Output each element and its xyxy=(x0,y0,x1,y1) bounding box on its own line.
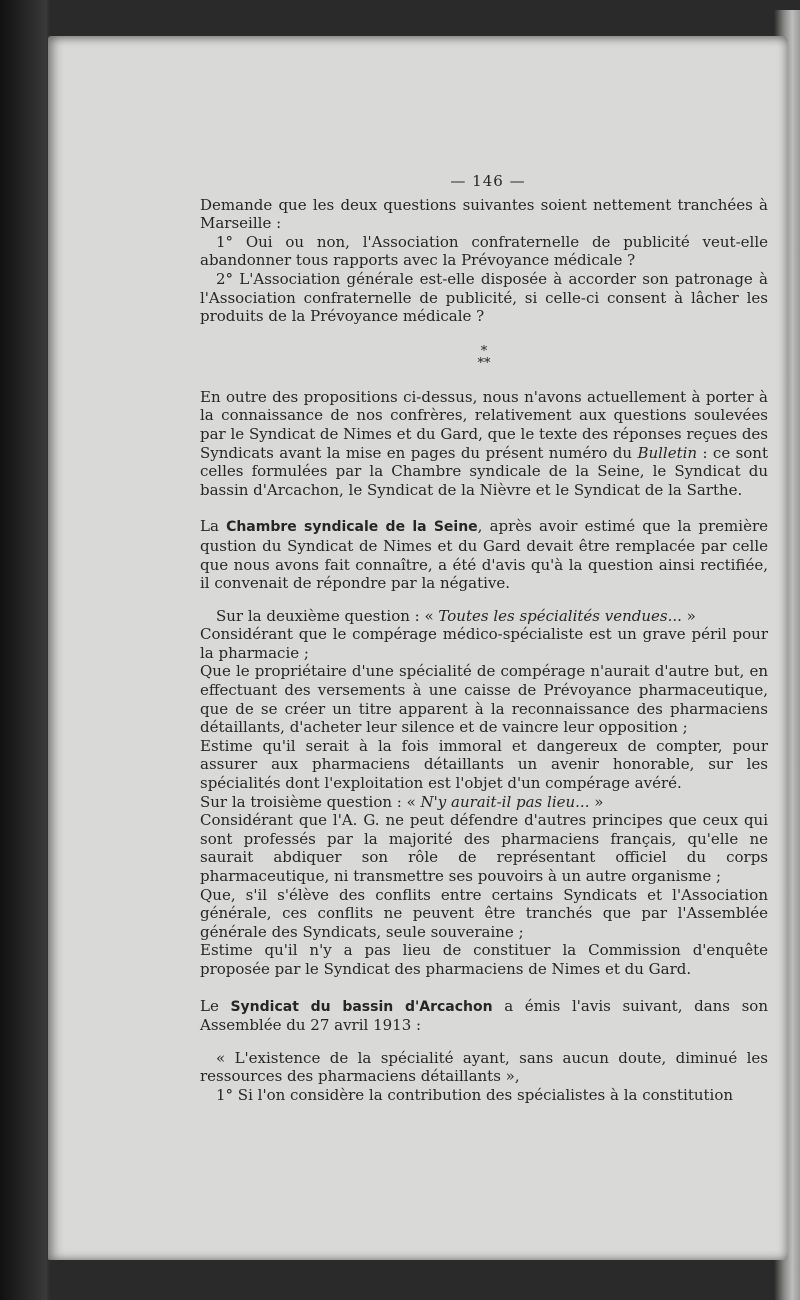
text-run: Sur la deuxième question : « xyxy=(216,606,439,625)
paragraph: Considérant que le compérage médico-spécialiste est un grave péril pour la pharmacie ; xyxy=(200,625,768,662)
page-number: — 146 — xyxy=(450,172,526,190)
paragraph xyxy=(200,793,768,812)
page-text xyxy=(200,172,768,1105)
text-run: , après avoir estimé que la première qustion du Syndicat de Nimes et du Gard devait être remplacée par celle que nous avons fait connaître, a été d'avis qu'à la question ainsi rectifiée, il convenait de répondre par la négative. xyxy=(200,517,769,593)
paragraph: 1° Si l'on considère la contribution des spécialistes à la constitution xyxy=(216,1085,734,1104)
paragraph: 2° L'Association générale est-elle disposée à accorder son patronage à l'Association confraternelle de publicité, si celle-ci consent à lâcher les produits de la Prévoyance médicale ? xyxy=(200,269,768,326)
text-run: » xyxy=(589,792,604,811)
separator-star-top: * xyxy=(480,343,488,359)
italic-run: Toutes les spécialités vendues... xyxy=(438,606,682,625)
bold-run: Chambre syndicale de la Seine xyxy=(226,519,478,536)
paragraph xyxy=(200,997,768,1035)
text-run: » xyxy=(681,606,696,625)
text-run: En outre des propositions ci-dessus, nous n'avons actuellement à porter à la connaissance de nos confrères, relativement aux questions soulevées par le Syndicat de Nimes et du Gard, que le texte des réponses reçues des Syndicats avant la mise en pages du présent numéro du xyxy=(200,387,768,462)
paragraph: Estime qu'il serait à la fois immoral et dangereux de compter, pour assurer aux pharmaciens détaillants un avenir honorable, sur les spécialités dont l'exploitation est l'objet d'un compérage avéré. xyxy=(200,736,768,793)
italic-run: Bulletin xyxy=(637,443,698,462)
text-run: La xyxy=(200,517,227,536)
paragraph xyxy=(200,607,768,626)
section-separator xyxy=(200,343,768,371)
paragraph xyxy=(200,517,768,592)
paragraph: Que le propriétaire d'une spécialité de compérage n'aurait d'autre but, en effectuant des versements à une caisse de Prévoyance pharmaceutique, que de se créer un titre apparent à la reconnaissance des pharmaciens détaillants, d'acheter leur silence et de vaincre leur opposition ; xyxy=(200,662,768,737)
text-run: Sur la troisième question : « xyxy=(200,792,421,811)
paragraph: 1° Oui ou non, l'Association confraternelle de publicité veut-elle abandonner tous rapports avec la Prévoyance médicale ? xyxy=(200,232,768,270)
paragraph xyxy=(200,388,768,500)
text-run: : ce sont celles formulées par la Chambre syndicale de la Seine, le Syndicat du bassin d'Arcachon, le Syndicat de la Nièvre et le Syndicat de la Sarthe. xyxy=(200,443,768,499)
paragraph: Demande que les deux questions suivantes soient nettement tranchées à Marseille : xyxy=(200,195,768,233)
separator-star-bottom: ** xyxy=(477,355,491,371)
text-run: a émis l'avis suivant, dans son Assemblée du 27 avril 1913 : xyxy=(200,996,769,1035)
paragraph: Considérant que l'A. G. ne peut défendre d'autres principes que ceux qui sont professés par la majorité des pharmaciens français, qu'elle ne saurait abdiquer son rôle de représentant officiel du corps pharmaceutique, ni transmettre ses pouvoirs à un autre organisme ; xyxy=(200,811,768,885)
paragraph: Estime qu'il n'y a pas lieu de constituer la Commission d'enquête proposée par le Syndicat des pharmaciens de Nimes et du Gard. xyxy=(200,941,768,978)
italic-run: N'y aurait-il pas lieu... xyxy=(420,792,590,811)
paragraph: « L'existence de la spécialité ayant, sans aucun doute, diminué les ressources des pharmaciens détaillants », xyxy=(200,1048,768,1086)
bold-run: Syndicat du bassin d'Arcachon xyxy=(230,998,493,1015)
paragraph: Que, s'il s'élève des conflits entre certains Syndicats et l'Association générale, ces conflits ne peuvent être tranchés que par l'Assemblée générale des Syndicats, seule souveraine ; xyxy=(200,885,768,941)
text-run: Le xyxy=(200,996,231,1015)
